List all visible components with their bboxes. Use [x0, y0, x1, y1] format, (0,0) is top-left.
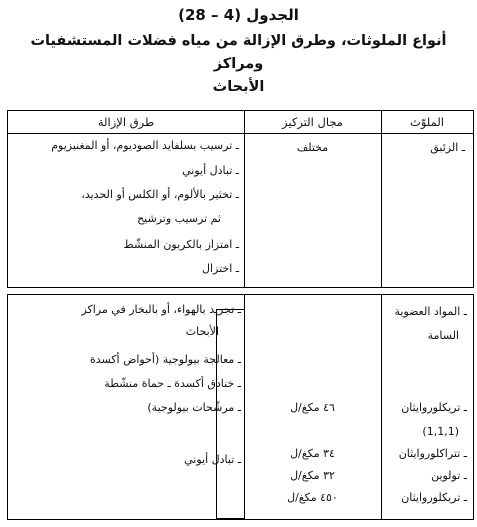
- column-divider: [381, 111, 382, 287]
- method-item: ـ معالجة بيولوجية (أحواض أكسدة: [89, 353, 241, 366]
- header-removal-methods: طرق الإزالة: [97, 115, 155, 129]
- compound-name: ـ تتراكلوروايثان: [398, 447, 467, 460]
- concentration-mercury: مختلف: [296, 141, 329, 154]
- method-item: ـ تخثير بالألوم، أو الكلس أو الحديد،: [81, 188, 239, 201]
- compound-name: ـ تولوين: [431, 469, 467, 482]
- caption-line-1: أنواع الملوثات، وطرق الإزالة من مياه فضلات المستشفيات ومراكز: [30, 33, 447, 72]
- column-divider: [381, 295, 382, 519]
- method-item-continuation: الأبحاث: [185, 325, 219, 338]
- method-item-continuation: ثم ترسيب وترشيح: [137, 212, 221, 225]
- pollutant-organic: ـ المواد العضوية: [394, 305, 467, 318]
- method-item: ـ تجريد بالهواء، أو بالبخار في مراكز: [81, 303, 241, 316]
- method-item: ـ مرشّحات بيولوجية): [147, 401, 241, 414]
- column-divider: [244, 111, 245, 287]
- concentration-value: ٣٢ مكغ/ل: [290, 469, 335, 482]
- pollutants-table-upper: [7, 110, 474, 288]
- table-caption-number: الجدول (4 – 28): [178, 6, 299, 24]
- compound-name: ـ تريكلوروايثان: [401, 491, 467, 504]
- header-concentration-range: مجال التركيز: [282, 115, 343, 129]
- method-item: ـ اختزال: [201, 262, 239, 275]
- table-caption-title: [10, 30, 467, 99]
- header-pollutant: الملوّث: [410, 115, 444, 129]
- compound-isomer: (1,1,1): [422, 425, 459, 438]
- concentration-value: ٣٤ مكغ/ل: [290, 447, 335, 460]
- method-item: ـ تبادل أيوني: [182, 164, 239, 177]
- method-item: ـ ترسيب بسلفايد الصوديوم، أو المغنيزيوم: [51, 139, 239, 152]
- bracket-frame: [216, 309, 245, 519]
- method-item: ـ تبادل أيوني: [184, 453, 241, 466]
- pollutant-organic-cont: السامة: [427, 329, 459, 342]
- concentration-value: ٤٥٠ مكغ/ل: [287, 491, 338, 504]
- concentration-value: ٤٦ مكغ/ل: [290, 401, 335, 414]
- method-item: ـ امتزاز بالكربون المنشّط: [123, 238, 239, 251]
- caption-line-2: الأبحاث: [212, 79, 265, 95]
- compound-name: ـ تريكلوروايثان: [401, 401, 467, 414]
- pollutant-mercury: ـ الزئبق: [430, 141, 465, 154]
- pollutants-table-lower: [7, 294, 474, 520]
- method-item: ـ خنادق أكسدة ـ حماة منشّطة: [104, 377, 241, 390]
